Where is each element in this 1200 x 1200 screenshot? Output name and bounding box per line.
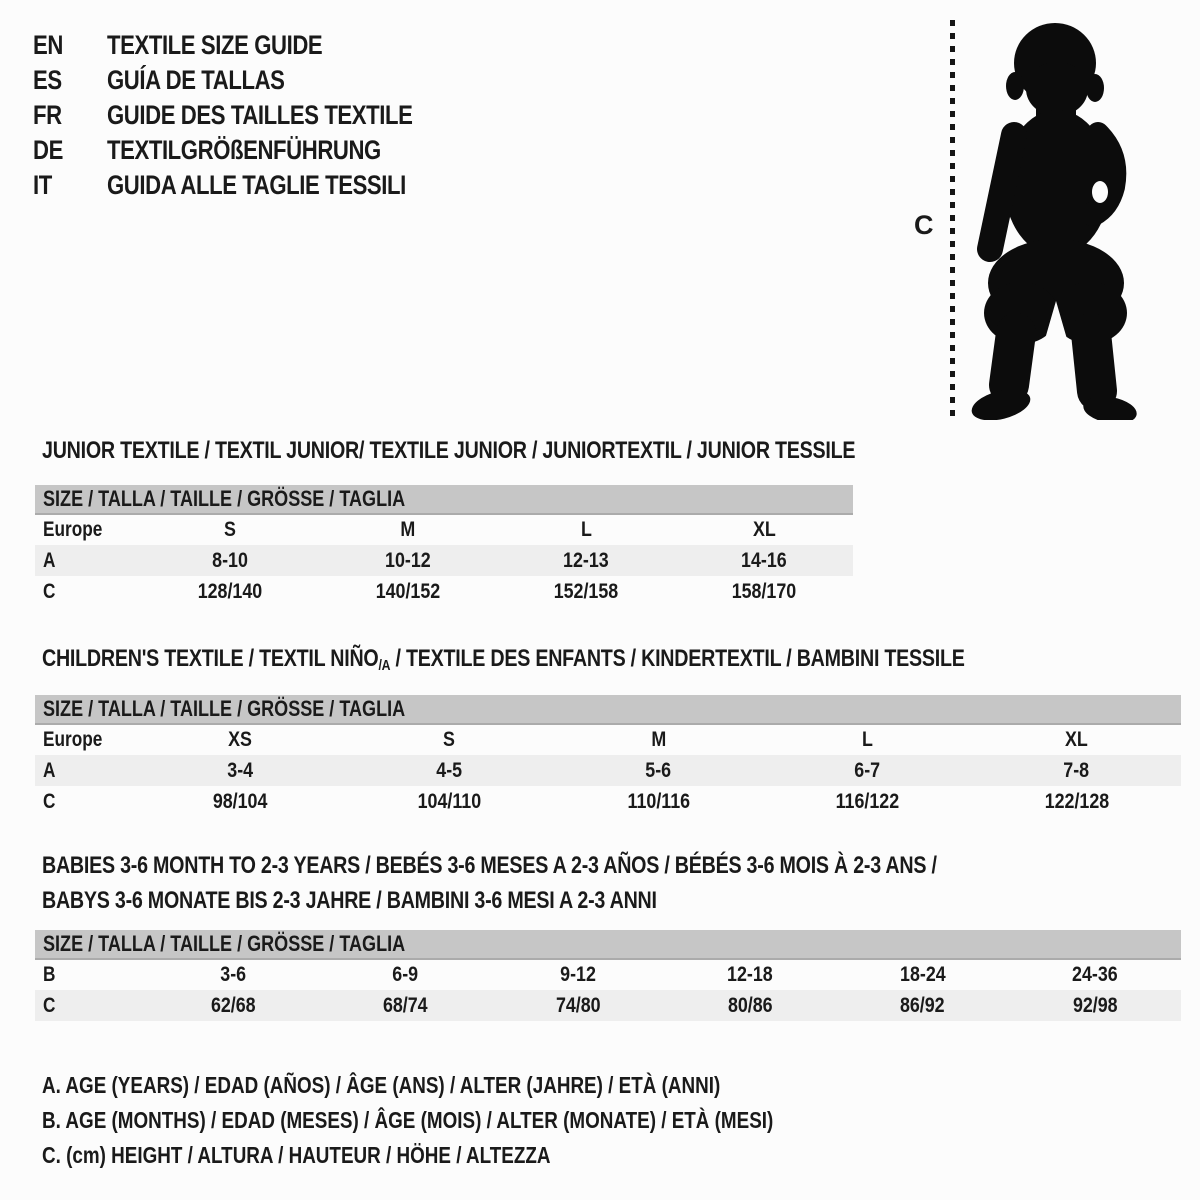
lang-code: DE [33,135,63,165]
section-title-junior: JUNIOR TEXTILE / TEXTIL JUNIOR/ TEXTILE JUNIOR / JUNIORTEXTIL / JUNIOR TESSILE [42,437,856,464]
age-cell: 14-16 [675,545,853,576]
age-cell: 5-6 [554,755,763,786]
table-header: SIZE / TALLA / TAILLE / GRÖSSE / TAGLIA [35,695,1181,724]
table-header: SIZE / TALLA / TAILLE / GRÖSSE / TAGLIA [35,930,1181,959]
age-cell: 3-4 [136,755,345,786]
size-cell: S [443,728,456,751]
legend-line-c: C. (cm) HEIGHT / ALTURA / HAUTEUR / HÖHE / ALTEZZA [42,1142,551,1168]
height-cell: 152/158 [553,579,619,603]
age-cell: 4-5 [345,755,554,786]
section-title-children: CHILDREN'S TEXTILE / TEXTIL NIÑO/A / TEXTILE DES ENFANTS / KINDERTEXTIL / BAMBINI TESSILE [42,645,965,674]
row-label: Europe [43,728,103,751]
legend-line-b: B. AGE (MONTHS) / EDAD (MESES) / ÂGE (MOIS) / ALTER (MONATE) / ETÀ (MESI) [42,1107,774,1133]
height-cell: 86/92 [836,990,1008,1021]
lang-label: GUIDE DES TAILLES TEXTILE [107,100,413,130]
lang-row-fr [33,98,480,133]
lang-code: FR [33,100,62,130]
lang-label: TEXTILGRÖßENFÜHRUNG [107,135,381,165]
table-header-row [35,485,853,514]
size-cell: L [580,518,592,541]
months-cell: 6-9 [392,963,419,986]
table-row-height [35,576,853,607]
row-label: A [35,545,141,576]
lang-row-de [33,133,480,168]
lang-code: ES [33,65,62,95]
table-header: SIZE / TALLA / TAILLE / GRÖSSE / TAGLIA [35,485,853,514]
lang-row-en [33,28,480,63]
babies-size-table [35,930,1181,1021]
size-cell: S [224,518,236,541]
months-cell: 3-6 [220,963,247,986]
height-cell: 128/140 [197,579,263,603]
row-label: B [43,963,56,986]
lang-label: GUÍA DE TALLAS [107,65,285,95]
table-row-europe [35,514,853,545]
height-cell: 122/128 [1044,789,1109,813]
age-cell: 10-12 [319,545,497,576]
lang-label: GUIDA ALLE TAGLIE TESSILI [107,170,406,200]
table-header-row [35,695,1181,724]
row-label: C [43,579,56,603]
height-cell: 80/86 [664,990,836,1021]
table-row-age [35,545,853,576]
size-cell: M [400,518,416,541]
height-cell: 92/98 [1009,990,1181,1021]
height-cell: 158/170 [731,579,797,603]
height-cell: 140/152 [375,579,441,603]
table-row-months [35,959,1181,990]
junior-size-table [35,485,853,607]
table-row-height [35,786,1181,817]
height-cell: 98/104 [213,789,268,813]
legend-line-a: A. AGE (YEARS) / EDAD (AÑOS) / ÂGE (ANS) / ALTER (JAHRE) / ETÀ (ANNI) [42,1072,721,1098]
months-cell: 12-18 [727,963,773,986]
lang-row-es [33,63,480,98]
age-cell: 12-13 [497,545,675,576]
height-cell: 104/110 [417,789,482,813]
size-cell: XS [228,728,253,751]
size-cell: M [651,728,666,751]
months-cell: 24-36 [1071,963,1118,986]
row-label: Europe [43,518,103,541]
language-list [33,28,480,203]
table-row-height [35,990,1181,1021]
section-title-babies: BABIES 3-6 MONTH TO 2-3 YEARS / BEBÉS 3-6 MESES A 2-3 AÑOS / BÉBÉS 3-6 MOIS À 2-3 ANS / BABYS 3-6 MONATE BIS 2-3 JAHRE / BAMBINI 3-6 MESI A 2-3 ANNI [42,852,937,914]
table-row-europe [35,724,1181,755]
lang-code: EN [33,30,63,60]
age-cell: 8-10 [141,545,319,576]
size-cell: XL [1065,728,1088,751]
height-cell: 74/80 [492,990,664,1021]
height-measure-dashed-line [950,20,955,417]
size-cell: XL [752,518,776,541]
row-label: C [43,789,56,813]
age-cell: 7-8 [972,755,1181,786]
months-cell: 9-12 [560,963,596,986]
height-measure-label: C [914,210,934,240]
toddler-silhouette [963,15,1141,420]
height-cell: 110/116 [627,789,690,813]
children-size-table [35,695,1181,817]
row-label: C [35,990,147,1021]
height-cell: 68/74 [319,990,491,1021]
height-cell: 116/122 [835,789,900,813]
lang-row-it [33,168,480,203]
measurement-legend [42,1068,934,1173]
row-label: A [35,755,136,786]
table-header-row [35,930,1181,959]
lang-label: TEXTILE SIZE GUIDE [107,30,323,60]
lang-code: IT [33,170,52,200]
months-cell: 18-24 [899,963,946,986]
size-cell: L [862,728,873,751]
height-cell: 62/68 [147,990,319,1021]
table-row-age [35,755,1181,786]
age-cell: 6-7 [763,755,972,786]
